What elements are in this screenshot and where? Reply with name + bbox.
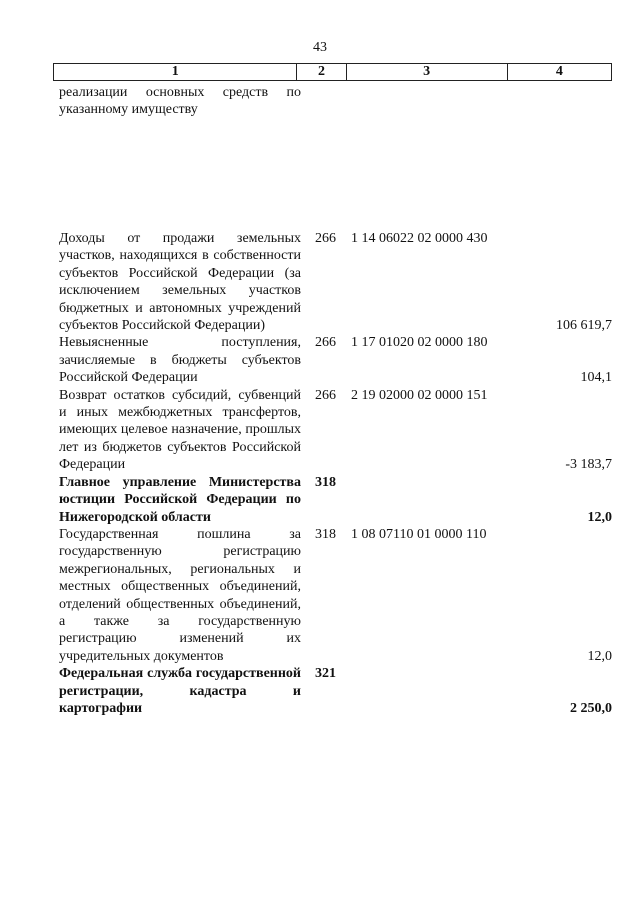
row-amount: 12,0	[587, 648, 612, 664]
row-description: Доходы от продажи земельных участков, находящихся в собственности субъектов Российской Федерации (за исключением земельных участков бюджетных и автономных учреждений субъектов Российской Федерации)	[59, 231, 301, 334]
row-amount	[509, 84, 622, 230]
table-row	[53, 526, 622, 665]
row-description: Главное управление Министерства юстиции Российской Федерации по Нижегородской области	[59, 474, 301, 525]
row-description: Федеральная служба государственной регистрации, кадастра и картографии	[59, 666, 301, 716]
row-description: Невыясненные поступления, зачисляемые в бюджеты субъектов Российской Федерации	[59, 335, 301, 386]
revenue-table	[53, 84, 622, 717]
row-amount: 12,0	[587, 509, 612, 525]
column-header-table	[53, 63, 612, 81]
table-row	[53, 84, 622, 230]
row-amount: -3 183,7	[565, 457, 612, 473]
row-description: Государственная пошлина за государственную регистрацию межрегиональных, региональных и местных общественных объединений, отделений общественных объединений, а также за государственную регистрацию изменений их учредительных документов	[59, 526, 301, 664]
row-admin-code: 318	[315, 526, 336, 542]
row-description: реализации основных средств по указанному имуществу	[59, 85, 301, 118]
row-kbk-code: 1 08 07110 01 0000 110	[351, 526, 487, 542]
column-header-1: 1	[54, 64, 297, 81]
row-amount: 2 250,0	[570, 700, 612, 716]
row-admin-code: 266	[315, 231, 336, 246]
row-amount: 104,1	[580, 370, 612, 386]
row-kbk-code: 1 14 06022 02 0000 430	[351, 231, 488, 246]
table-row	[53, 334, 622, 386]
row-kbk-code: 1 17 01020 02 0000 180	[351, 335, 488, 351]
column-header-2: 2	[297, 64, 346, 81]
page-number: 43	[313, 40, 327, 55]
row-admin-code: 321	[315, 666, 336, 682]
row-description: Возврат остатков субсидий, субвенций и иных межбюджетных трансфертов, имеющих целевое назначение, прошлых лет из бюджетов субъектов Российской Федерации	[59, 387, 301, 473]
row-kbk-code: 2 19 02000 02 0000 151	[351, 387, 488, 403]
column-header-3: 3	[346, 64, 507, 81]
row-admin-code: 266	[315, 387, 336, 403]
table-row	[53, 387, 622, 474]
table-row-section	[53, 474, 622, 526]
row-admin-code: 318	[315, 474, 336, 490]
table-row-section	[53, 665, 622, 717]
table-row	[53, 230, 622, 334]
row-admin-code: 266	[315, 335, 336, 351]
column-header-row	[54, 64, 612, 81]
column-header-4: 4	[507, 64, 611, 81]
row-amount: 106 619,7	[556, 318, 612, 334]
